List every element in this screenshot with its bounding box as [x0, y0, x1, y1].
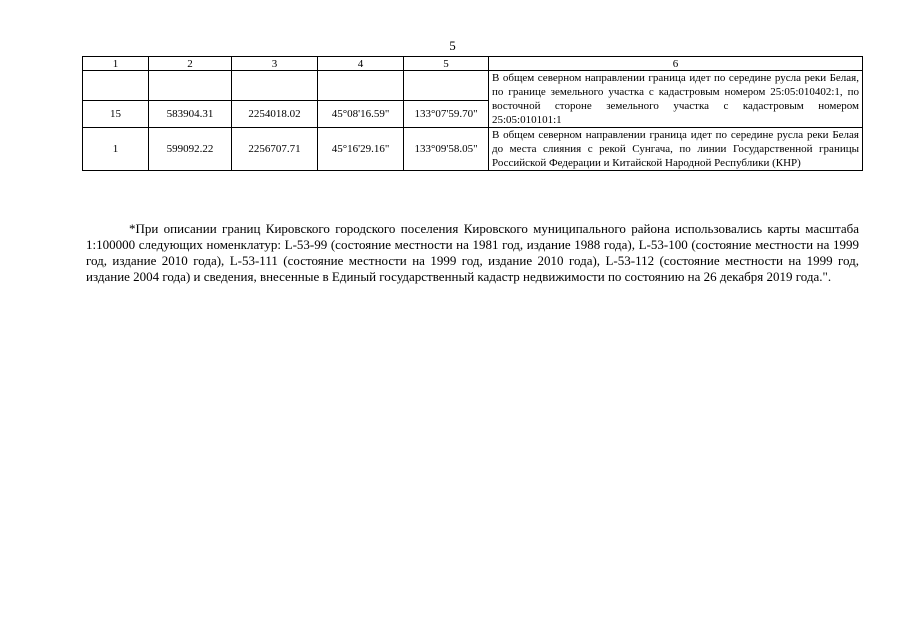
- footnote-paragraph: *При описании границ Кировского городского поселения Кировского муниципального района использовались карты масштаба 1:100000 следующих номенклатур: L-53-99 (состояние местности на 1981 год, издание 1988 года), L-53-100 (состояние местности на 1999 год, издание 2010 года), L-53-111 (состояние местности на 1999 год, издание 2010 года), L-53-112 (состояние местности на 1999 год, издание 2004 года) и сведения, внесенные в Единый государственный кадастр недвижимости по состоянию на 26 декабря 2019 года.".: [86, 221, 859, 284]
- empty-cell: [149, 71, 232, 101]
- latitude: 45°08'16.59": [318, 101, 404, 128]
- column-header-3: 3: [232, 57, 318, 71]
- point-number: 1: [83, 128, 149, 171]
- empty-cell: [232, 71, 318, 101]
- longitude: 133°07'59.70": [404, 101, 489, 128]
- longitude: 133°09'58.05": [404, 128, 489, 171]
- point-number: 15: [83, 101, 149, 128]
- latitude: 45°16'29.16": [318, 128, 404, 171]
- empty-cell: [404, 71, 489, 101]
- table-row-spacer: [83, 71, 863, 101]
- page-number: 5: [449, 38, 456, 53]
- x-coordinate: 599092.22: [149, 128, 232, 171]
- y-coordinate: 2254018.02: [232, 101, 318, 128]
- column-header-4: 4: [318, 57, 404, 71]
- boundary-description-after-15: В общем северном направлении граница идет по середине русла реки Белая до места слияния с рекой Сунгача, по линии Государственной границы Российской Федерации и Китайской Народной Республики (КНР): [489, 128, 863, 171]
- empty-cell: [318, 71, 404, 101]
- column-header-1: 1: [83, 57, 149, 71]
- table-header-row: [83, 57, 863, 71]
- empty-cell: [83, 71, 149, 101]
- x-coordinate: 583904.31: [149, 101, 232, 128]
- coordinates-table: [82, 56, 863, 171]
- column-header-5: 5: [404, 57, 489, 71]
- column-header-6: 6: [489, 57, 863, 71]
- column-header-2: 2: [149, 57, 232, 71]
- y-coordinate: 2256707.71: [232, 128, 318, 171]
- boundary-description-before-15: В общем северном направлении граница идет по середине русла реки Белая, по границе земельного участка с кадастровым номером 25:05:010402:1, по восточной стороне земельного участка с кадастровым номером 25:05:010101:1: [489, 71, 863, 128]
